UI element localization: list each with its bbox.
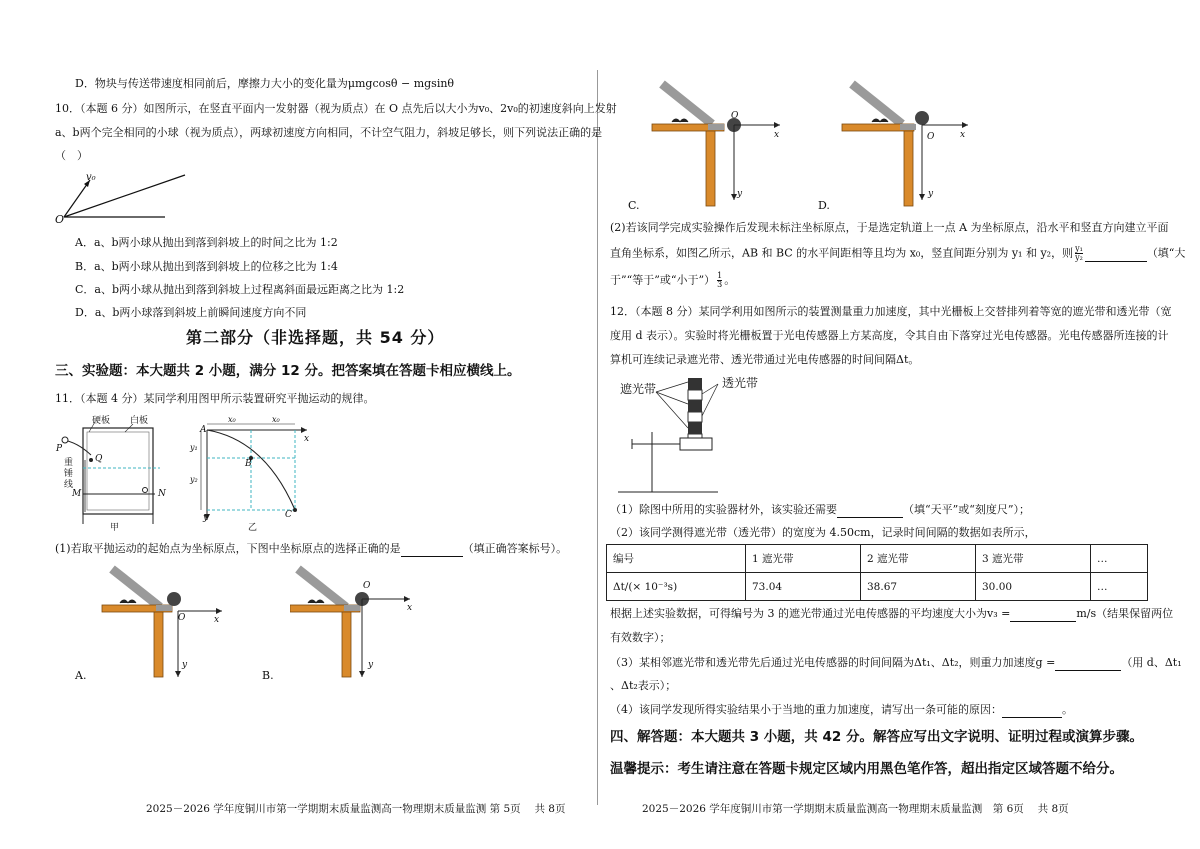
q10-option-b: B．a、b两小球从抛出到落到斜坡上的位移之比为 1:4 xyxy=(75,260,338,273)
opt-a-label: A. xyxy=(75,669,87,682)
third-num: 1 xyxy=(717,271,723,280)
opt-b-y: y xyxy=(368,660,374,670)
q11-q1-blank[interactable] xyxy=(401,544,463,557)
label-jia: 甲 xyxy=(110,523,120,533)
q11-question1 xyxy=(55,541,567,557)
opt-d-y: y xyxy=(928,189,934,199)
label-yi: 乙 xyxy=(248,523,258,533)
q12-p2: （2）该同学测得遮光带（透光带）的宽度为 4.50cm，记录时间间隔的数据如表所示， xyxy=(610,526,1036,539)
label-n: N xyxy=(158,489,166,499)
q11-q2-line2 xyxy=(610,245,1185,262)
q12-p4 xyxy=(610,702,1073,718)
q12-p1-text: （1）除图中所用的实验器材外，该实验还需要 xyxy=(610,503,837,516)
q12-p3 xyxy=(610,655,1182,671)
label-x0b: x₀ xyxy=(272,415,280,424)
q12-p2-b1 xyxy=(610,606,1173,622)
q9-option-d: D．物块与传送带速度相同前后，摩擦力大小的变化量为μmgcosθ − mgsinθ xyxy=(75,77,455,90)
table-header-cell: 3 遮光带 xyxy=(976,545,1091,573)
q10-option-d: D．a、b两小球落到斜坡上前瞬间速度方向不同 xyxy=(75,306,307,319)
q12-p1 xyxy=(610,502,1030,518)
table-cell: 30.00 xyxy=(976,573,1091,601)
warm-tip: 温馨提示：考生请注意在答题卡规定区域内用黑色笔作答，超出指定区域答题不给分。 xyxy=(610,761,1123,777)
table-row xyxy=(607,545,1148,573)
q12-p3-b: 、Δt₂表示）； xyxy=(610,679,677,692)
label-touguangdai: 透光带 xyxy=(722,376,759,390)
q11-q2-line3-text: 于”“等于”或“小于”） xyxy=(610,273,716,287)
table-header-cell: … xyxy=(1091,545,1148,573)
q11-q2-line2a: 直角坐标系，如图乙所示，AB 和 BC 的水平间距相等且均为 x₀，竖直间距分别为 y₁ 和 y₂，则 xyxy=(610,246,1074,260)
table-header-cell: 1 遮光带 xyxy=(746,545,861,573)
table-header-cell: 编号 xyxy=(607,545,746,573)
opt-d-x: x xyxy=(960,130,966,140)
label-b: B xyxy=(245,459,252,469)
q12-data-table xyxy=(606,544,1148,601)
q12-p2-b1-text: 根据上述实验数据，可得编号为 3 的遮光带通过光电传感器的平均速度大小为v₃ = xyxy=(610,607,1011,620)
q10-line3: （ ） xyxy=(55,149,88,162)
q11-q1-tail: （填正确答案标号）。 xyxy=(462,542,568,555)
label-y: y xyxy=(203,513,209,523)
opt-b-o: O xyxy=(363,581,371,591)
q12-p3-tail: （用 d、Δt₁ xyxy=(1121,656,1182,669)
opt-b-x: x xyxy=(407,603,413,613)
q12-p4-tail: 。 xyxy=(1062,703,1073,716)
q12-p1-tail: （填“天平”或“刻度尺”）； xyxy=(903,503,1030,516)
q12-p4-text: （4）该同学发现所得实验结果小于当地的重力加速度，请写出一条可能的原因： xyxy=(610,703,1002,716)
q10-line1: 10．（本题 6 分）如图所示，在竖直平面内一发射器（视为质点）在 O 点先后以大小为v₀、2v₀的初速度斜向上发射 xyxy=(55,102,617,115)
q11-option-b-figure xyxy=(290,565,430,685)
third-den: 3 xyxy=(717,280,723,289)
section3-heading: 三、实验题：本大题共 2 小题，满分 12 分。把答案填在答题卡相应横线上。 xyxy=(55,363,521,379)
table-row xyxy=(607,573,1148,601)
frac-den: y₂ xyxy=(1075,253,1083,262)
q10-line2: a、b两个完全相同的小球（视为质点），两球初速度方向相同，不计空气阻力，斜坡足够长，则下列说法正确的是 xyxy=(55,126,603,139)
q12-line1: 12．（本题 8 分）某同学利用如图所示的装置测量重力加速度，其中光栅板上交替排列着等宽的遮光带和透光带（宽 xyxy=(610,305,1172,318)
right-page xyxy=(598,0,1200,849)
label-chuixian: 重锤线 xyxy=(64,458,74,490)
opt-a-y: y xyxy=(182,660,188,670)
q12-p3-text: （3）某相邻遮光带和透光带先后通过光电传感器的时间间隔为Δt₁、Δt₂，则重力加速度g = xyxy=(610,656,1056,669)
opt-c-label: C. xyxy=(628,199,640,212)
q12-p4-blank[interactable] xyxy=(1002,705,1062,718)
q10-option-a: A．a、b两小球从抛出到落到斜坡上的时间之比为 1:2 xyxy=(75,236,338,249)
q11-q2-end: 。 xyxy=(724,273,736,287)
opt-a-x: x xyxy=(214,615,220,625)
opt-d-o: O xyxy=(927,132,935,142)
opt-d-label: D. xyxy=(818,199,830,212)
q10-slope-figure xyxy=(50,165,200,227)
q11-q1-text: (1)若取平抛运动的起始点为坐标原点，下图中坐标原点的选择正确的是 xyxy=(55,542,401,555)
table-row-label: Δt/(× 10⁻³s) xyxy=(607,573,746,601)
right-footer: 2025－2026 学年度铜川市第一学期期末质量监测高一物理期末质量监测 第 6页 共 8页 xyxy=(642,803,1069,815)
label-p: P xyxy=(56,444,63,454)
table-cell: 38.67 xyxy=(861,573,976,601)
label-x: x xyxy=(304,434,310,444)
q12-v3-blank[interactable] xyxy=(1010,609,1076,622)
q11-option-d-figure xyxy=(838,80,988,210)
label-m: M xyxy=(72,489,82,499)
label-zheguangdai: 遮光带 xyxy=(620,382,657,396)
q11-q2-line2b: （填“大 xyxy=(1146,246,1186,260)
q12-p2-b2: 有效数字）； xyxy=(610,631,671,644)
label-yingban: 硬板 xyxy=(92,416,111,426)
table-cell: … xyxy=(1091,573,1148,601)
opt-c-x: x xyxy=(774,130,780,140)
q12-p1-blank[interactable] xyxy=(837,505,903,518)
q11-figure-yi xyxy=(195,420,315,525)
q12-line2: 度用 d 表示）。实验时将光栅板置于光电传感器上方某高度，令其自由下落穿过光电传感器。光电传感器所连接的计 xyxy=(610,329,1169,342)
opt-c-o: O xyxy=(731,111,739,121)
opt-a-o: O xyxy=(178,613,186,623)
q11-q2-blank[interactable] xyxy=(1085,249,1147,262)
frac-num: y₁ xyxy=(1075,244,1083,253)
label-y2: y₂ xyxy=(190,475,198,484)
q11-q2-line1: (2)若该同学完成实验操作后发现未标注坐标原点，于是选定轨道上一点 A 为坐标原点，沿水平和竖直方向建立平面 xyxy=(610,221,1169,234)
part2-title: 第二部分（非选择题，共 54 分） xyxy=(186,328,445,347)
label-c: C xyxy=(285,510,292,520)
table-header-cell: 2 遮光带 xyxy=(861,545,976,573)
q10-v0-label: v₀ xyxy=(86,172,96,183)
section4-heading: 四、解答题：本大题共 3 小题，共 42 分。解答应写出文字说明、证明过程或演算步骤。 xyxy=(610,729,1143,745)
opt-b-label: B. xyxy=(262,669,274,682)
opt-c-y: y xyxy=(737,189,743,199)
left-footer: 2025－2026 学年度铜川市第一学期期末质量监测高一物理期末质量监测 第 5页 共 8页 xyxy=(146,803,566,815)
label-q: Q xyxy=(95,454,103,464)
q11-option-c-figure xyxy=(648,80,798,210)
label-a: A xyxy=(200,425,207,435)
q10-o-label: O xyxy=(55,213,65,226)
q11-q2-line3 xyxy=(610,272,735,289)
q12-p2-b1-tail: m/s（结果保留两位 xyxy=(1076,607,1174,620)
q11-intro: 11．（本题 4 分）某同学利用图甲所示装置研究平抛运动的规律。 xyxy=(55,392,375,405)
q12-g-blank[interactable] xyxy=(1055,658,1121,671)
label-y1: y₁ xyxy=(190,443,198,452)
label-baiban: 白板 xyxy=(130,416,149,426)
q10-option-c: C．a、b两小球从抛出到落到斜坡上过程离斜面最远距离之比为 1:2 xyxy=(75,283,405,296)
label-x0a: x₀ xyxy=(228,415,236,424)
q12-line3: 算机可连续记录遮光带、透光带通过光电传感器的时间间隔Δt。 xyxy=(610,353,920,366)
table-cell: 73.04 xyxy=(746,573,861,601)
